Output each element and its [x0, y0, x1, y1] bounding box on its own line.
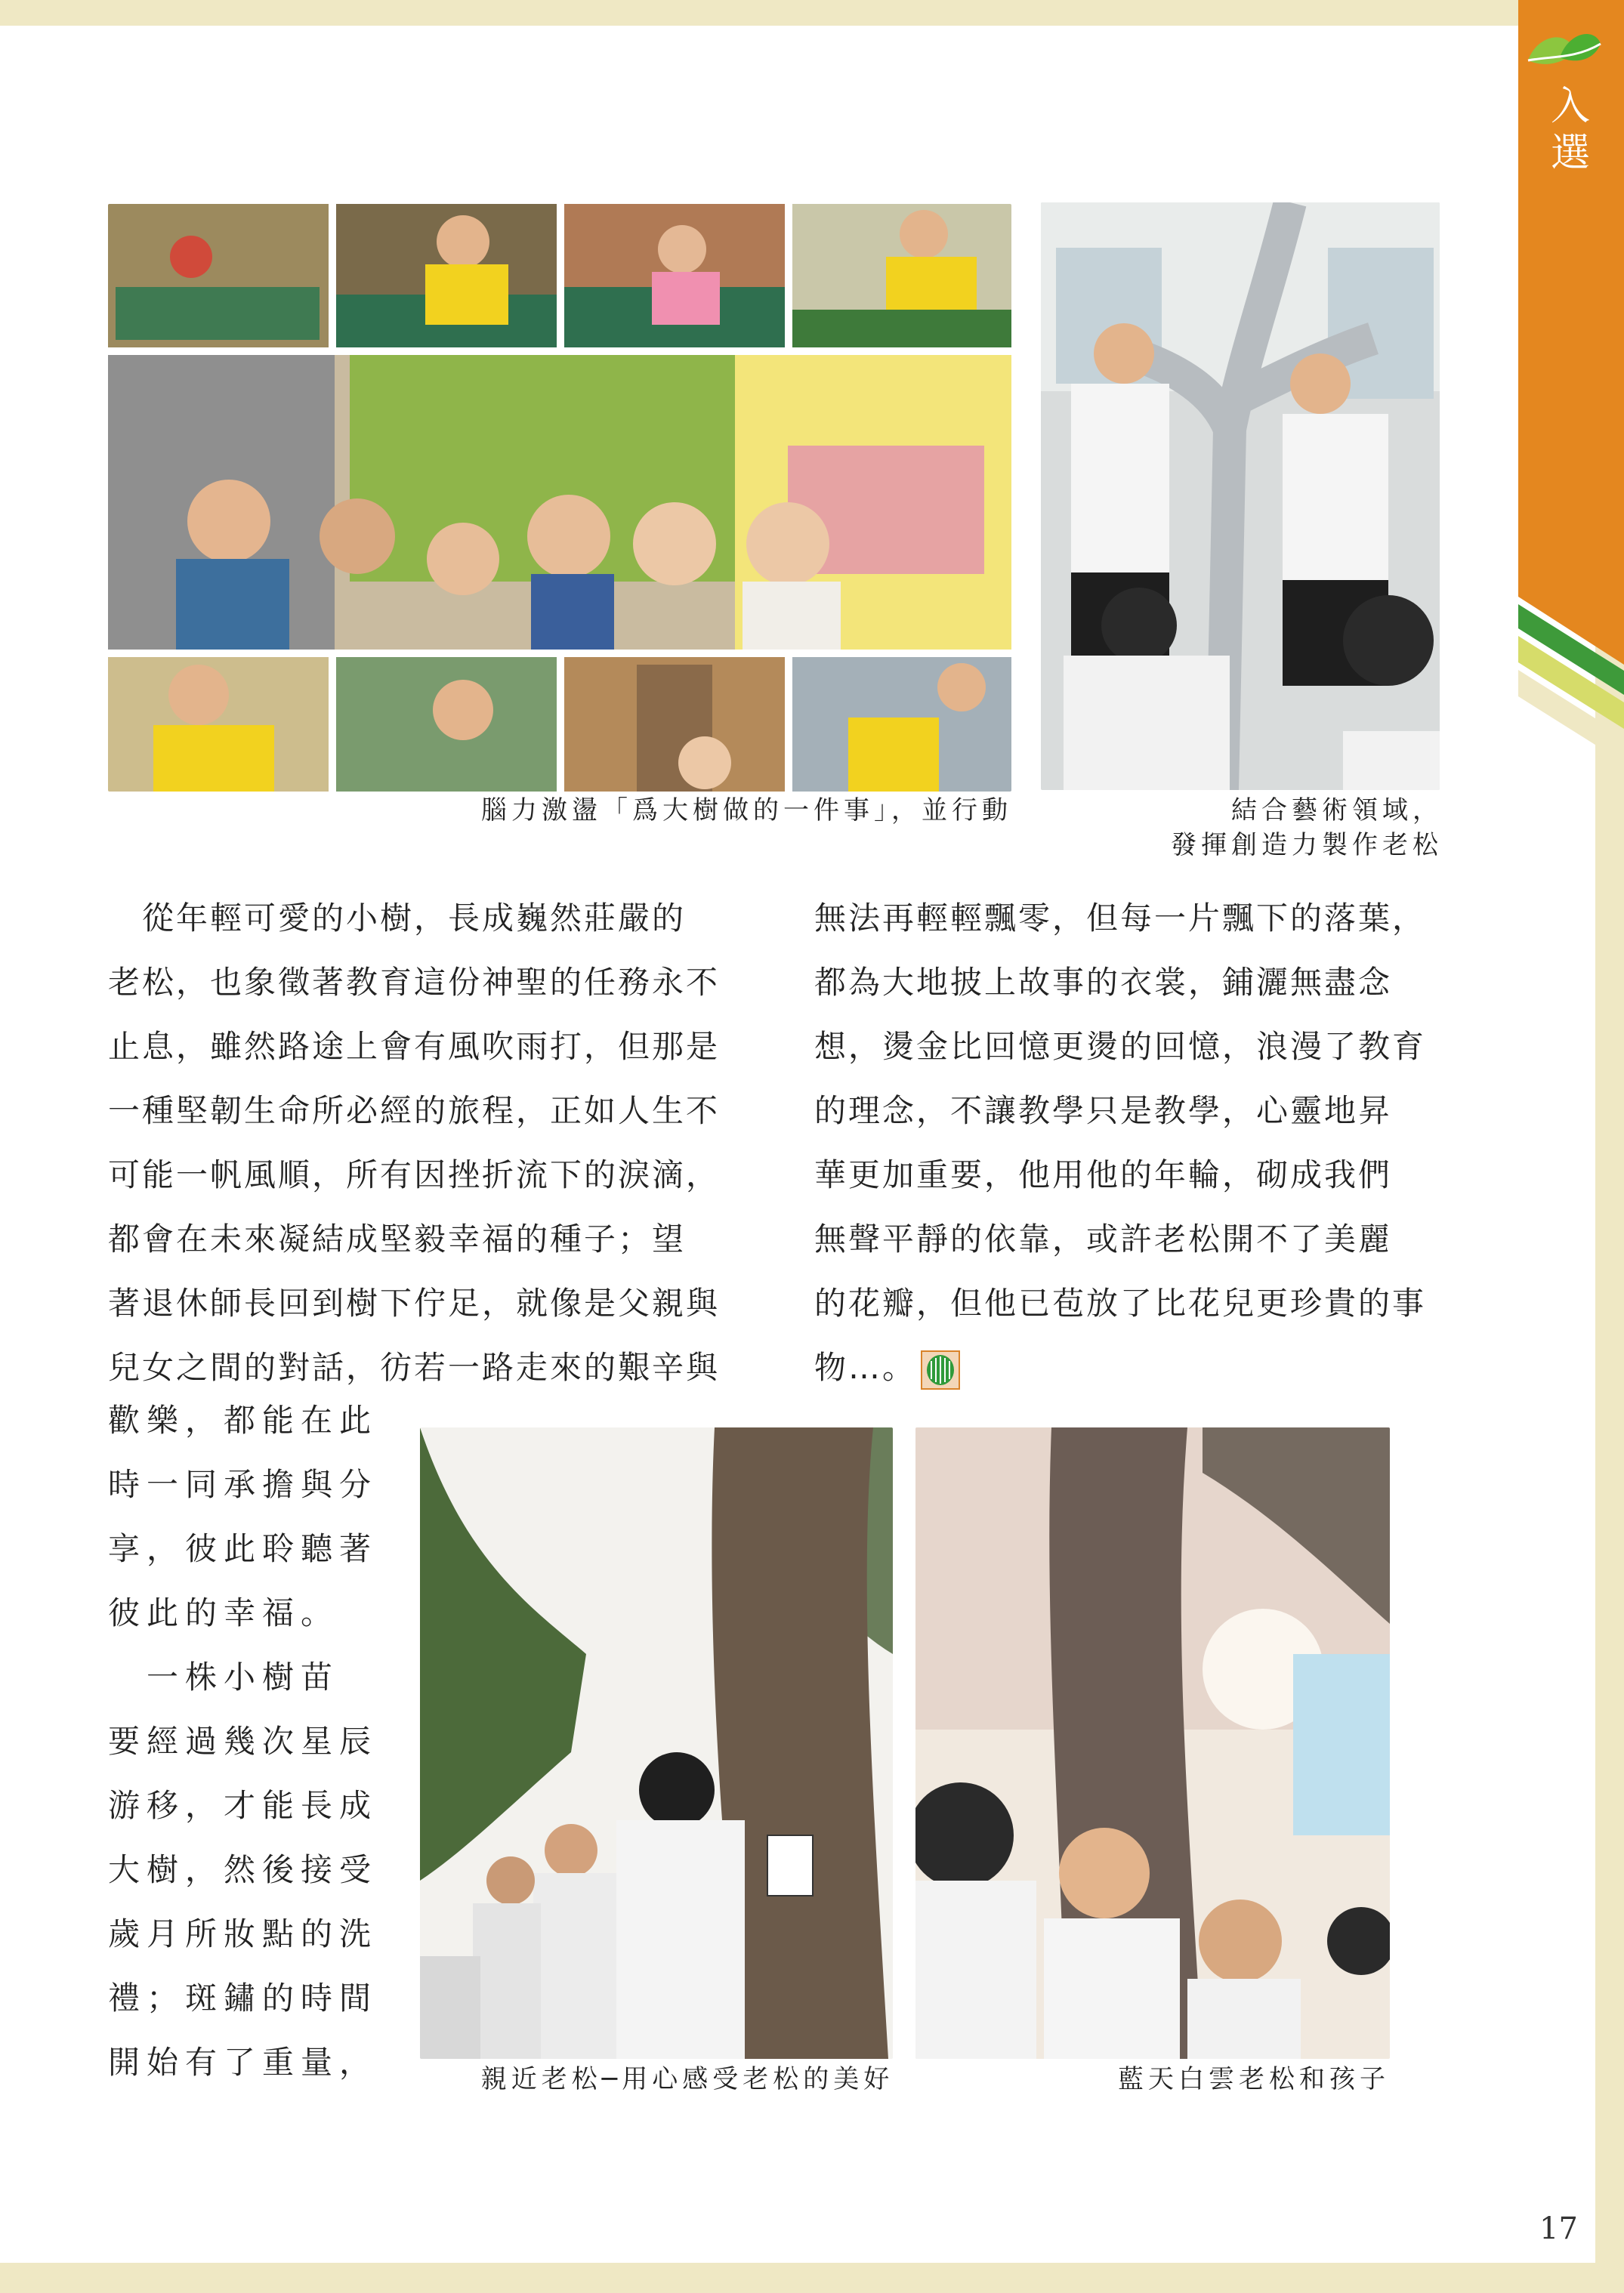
section-tab-label: 入選: [1550, 84, 1592, 176]
text-line: 無聲平靜的依靠，或許老松開不了美麗: [814, 1221, 1393, 1258]
end-mark-icon: [921, 1350, 960, 1390]
text-line: 禮；斑鏽的時間: [108, 1980, 378, 2017]
body-left-column: [108, 886, 773, 1400]
text-line: 老松，也象徵著教育這份神聖的任務永不: [108, 964, 721, 1001]
text-line: 華更加重要，他用他的年輪，砌成我們: [814, 1156, 1393, 1193]
caption-bottom-right: 藍天白雲老松和孩子: [1118, 2064, 1390, 2094]
text-line: 時一同承擔與分: [108, 1466, 378, 1503]
text-line: 彼此的幸福。: [108, 1594, 340, 1631]
text-line: 從年輕可愛的小樹，長成巍然莊嚴的: [108, 900, 687, 937]
caption-top-right-line2: 發揮創造力製作老松: [1171, 830, 1443, 860]
blue-sky-pine-children-photo: [915, 1427, 1390, 2059]
text-line: 都為大地披上故事的衣裳，鋪灑無盡念: [814, 964, 1393, 1001]
students-under-pine-photo: [420, 1427, 893, 2059]
body-narrow-column: [108, 1388, 395, 2094]
caption-top-right-line1: 結合藝術領域，: [1231, 795, 1443, 826]
text-line: 都會在未來凝結成堅毅幸福的種子；望: [108, 1221, 687, 1258]
top-decorative-band: [0, 0, 1624, 26]
text-line: 享，彼此聆聽著: [108, 1530, 378, 1567]
page-number: 17: [1539, 2211, 1578, 2246]
text-line: 一株小樹苗: [108, 1659, 340, 1696]
students-making-tree-photo: [1041, 202, 1440, 790]
text-line: 的花瓣，但他已苞放了比花兒更珍貴的事: [814, 1285, 1427, 1322]
bottom-decorative-band: [0, 2263, 1624, 2293]
body-right-column: [814, 886, 1464, 1400]
text-line: 開始有了重量，: [108, 2044, 378, 2081]
text-line: 歡樂，都能在此: [108, 1402, 378, 1439]
text-line: 一種堅韌生命所必經的旅程，正如人生不: [108, 1092, 721, 1129]
text-line: 可能一帆風順，所有因挫折流下的淚滴，: [108, 1156, 721, 1193]
text-line: 止息，雖然路途上會有風吹雨打，但那是: [108, 1028, 721, 1065]
text-line: 兒女之間的對話，彷若一路走來的艱辛與: [108, 1349, 721, 1386]
text-line: 想，燙金比回憶更燙的回憶，浪漫了教育: [814, 1028, 1427, 1065]
text-line: 要經過幾次星辰: [108, 1723, 378, 1760]
leaf-icon: [1522, 21, 1605, 82]
caption-bottom-left: 親近老松─用心感受老松的美好: [480, 2064, 894, 2094]
text-line: 物…。: [814, 1349, 917, 1386]
text-line: 歲月所妝點的洗: [108, 1915, 378, 1952]
text-line: 無法再輕輕飄零，但每一片飄下的落葉，: [814, 900, 1427, 937]
caption-top-left: 腦力激盪「爲大樹做的一件事」，並行動: [481, 795, 1012, 826]
text-line: 的理念，不讓教學只是教學，心靈地昇: [814, 1092, 1393, 1129]
text-line: 著退休師長回到樹下佇足，就像是父親與: [108, 1285, 721, 1322]
text-line-last: [814, 1335, 1464, 1400]
text-line: 游移，才能長成: [108, 1787, 378, 1824]
text-line: 大樹，然後接受: [108, 1851, 378, 1888]
classroom-collage-photo: [108, 204, 1011, 792]
